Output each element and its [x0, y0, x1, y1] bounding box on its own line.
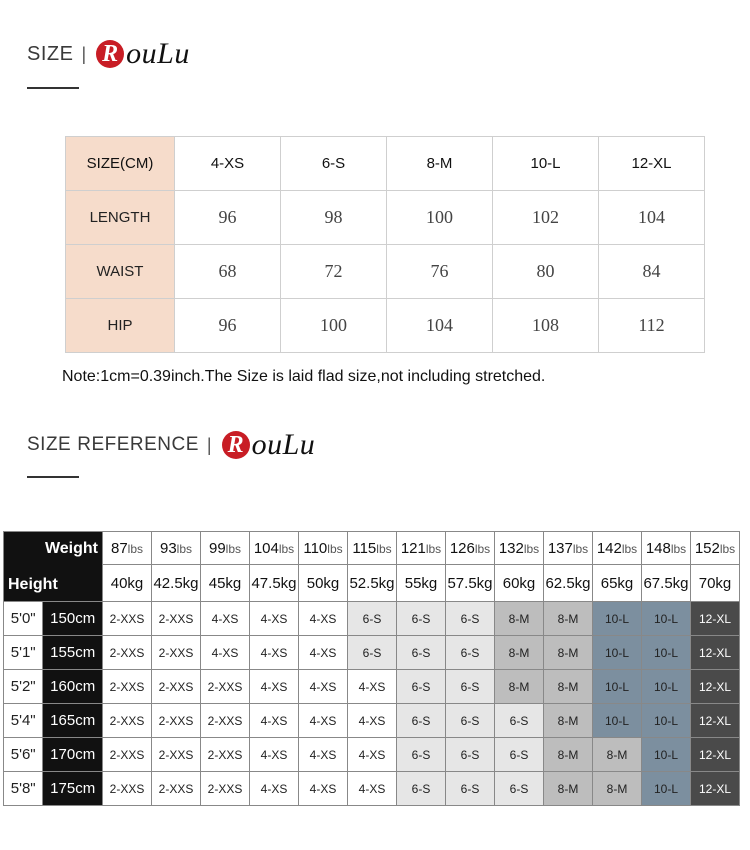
recommended-size-cell: 2-XXS: [103, 772, 152, 806]
recommended-size-cell: 2-XXS: [152, 738, 201, 772]
recommended-size-cell: 12-XL: [691, 602, 740, 636]
recommended-size-cell: 12-XL: [691, 738, 740, 772]
recommended-size-cell: 2-XXS: [152, 602, 201, 636]
recommended-size-cell: 2-XXS: [152, 772, 201, 806]
recommended-size-cell: 12-XL: [691, 670, 740, 704]
measure-label: LENGTH: [66, 191, 175, 245]
lbs-value: 126: [449, 539, 475, 557]
lbs-value: 110: [303, 539, 328, 557]
lbs-unit: lbs: [621, 541, 638, 556]
recommended-size-cell: 6-S: [397, 772, 446, 806]
measure-value: 68: [175, 245, 281, 299]
lbs-value: 137: [547, 539, 573, 557]
weight-kg-cell: 55kg: [397, 565, 446, 602]
height-cm: 165cm: [43, 704, 103, 738]
lbs-unit: lbs: [523, 541, 540, 556]
measure-value: 100: [387, 191, 493, 245]
weight-kg-cell: 67.5kg: [642, 565, 691, 602]
measure-value: 112: [599, 299, 705, 353]
size-table: [65, 136, 705, 353]
size-reference-header: [27, 428, 315, 462]
recommended-size-cell: 2-XXS: [201, 738, 250, 772]
recommended-size-cell: 6-S: [348, 636, 397, 670]
recommended-size-cell: 8-M: [495, 670, 544, 704]
height-feet: 5'0": [4, 602, 43, 636]
lbs-value: 142: [596, 539, 622, 557]
recommended-size-cell: 2-XXS: [103, 602, 152, 636]
recommended-size-cell: 12-XL: [691, 704, 740, 738]
height-row: [4, 704, 740, 738]
recommended-size-cell: 2-XXS: [152, 636, 201, 670]
weight-lbs-cell: [495, 532, 544, 565]
height-row: [4, 636, 740, 670]
size-cm-header: SIZE(CM): [66, 137, 175, 191]
weight-lbs-cell: [250, 532, 299, 565]
weight-kg-cell: 62.5kg: [544, 565, 593, 602]
recommended-size-cell: 4-XS: [201, 636, 250, 670]
weight-kg-cell: 65kg: [593, 565, 642, 602]
size-header-cell: 12-XL: [599, 137, 705, 191]
height-cm: 175cm: [43, 772, 103, 806]
measure-value: 108: [493, 299, 599, 353]
size-section-header: [27, 37, 190, 71]
heading-underline: [27, 87, 79, 89]
measure-value: 96: [175, 299, 281, 353]
measure-label: HIP: [66, 299, 175, 353]
lbs-unit: lbs: [670, 541, 687, 556]
lbs-unit: lbs: [425, 541, 442, 556]
lbs-unit: lbs: [278, 541, 295, 556]
measure-value: 72: [281, 245, 387, 299]
recommended-size-cell: 8-M: [544, 670, 593, 704]
recommended-size-cell: 8-M: [593, 772, 642, 806]
height-feet: 5'8": [4, 772, 43, 806]
lbs-value: 104: [253, 539, 279, 557]
height-row: [4, 670, 740, 704]
measure-value: 76: [387, 245, 493, 299]
size-header-cell: 4-XS: [175, 137, 281, 191]
size-table-row: [66, 299, 705, 353]
recommended-size-cell: 10-L: [593, 704, 642, 738]
recommended-size-cell: 4-XS: [299, 704, 348, 738]
size-table-row: [66, 191, 705, 245]
recommended-size-cell: 4-XS: [348, 670, 397, 704]
lbs-value: 148: [645, 539, 671, 557]
height-cm: 155cm: [43, 636, 103, 670]
height-row: [4, 772, 740, 806]
measure-value: 84: [599, 245, 705, 299]
measure-value: 104: [387, 299, 493, 353]
recommended-size-cell: 6-S: [397, 704, 446, 738]
logo-initial: R: [96, 40, 124, 68]
recommended-size-cell: 10-L: [593, 670, 642, 704]
height-feet: 5'4": [4, 704, 43, 738]
recommended-size-cell: 2-XXS: [152, 670, 201, 704]
weight-lbs-cell: [544, 532, 593, 565]
weight-lbs-cell: [299, 532, 348, 565]
recommended-size-cell: 12-XL: [691, 772, 740, 806]
recommended-size-cell: 6-S: [495, 772, 544, 806]
lbs-unit: lbs: [327, 541, 343, 556]
recommended-size-cell: 6-S: [446, 772, 495, 806]
recommended-size-cell: 2-XXS: [103, 738, 152, 772]
lbs-value: 115: [352, 539, 377, 557]
recommended-size-cell: 12-XL: [691, 636, 740, 670]
recommended-size-cell: 6-S: [446, 670, 495, 704]
recommended-size-cell: 4-XS: [250, 670, 299, 704]
size-note: Note:1cm=0.39inch.The Size is laid flad size,not including stretched.: [62, 368, 546, 385]
weight-label: Weight: [44, 540, 98, 557]
measure-value: 102: [493, 191, 599, 245]
measure-value: 104: [599, 191, 705, 245]
logo-initial: R: [222, 431, 250, 459]
height-feet: 5'1": [4, 636, 43, 670]
recommended-size-cell: 6-S: [446, 738, 495, 772]
weight-height-corner: [4, 532, 103, 602]
weight-kg-cell: 50kg: [299, 565, 348, 602]
recommended-size-cell: 2-XXS: [201, 704, 250, 738]
recommended-size-cell: 4-XS: [299, 738, 348, 772]
size-table-row: [66, 245, 705, 299]
weight-kg-cell: 52.5kg: [348, 565, 397, 602]
recommended-size-cell: 2-XXS: [201, 772, 250, 806]
recommended-size-cell: 4-XS: [250, 704, 299, 738]
recommended-size-cell: 4-XS: [348, 738, 397, 772]
recommended-size-cell: 2-XXS: [152, 704, 201, 738]
recommended-size-cell: 10-L: [642, 738, 691, 772]
size-table-header-row: [66, 137, 705, 191]
recommended-size-cell: 10-L: [642, 772, 691, 806]
size-reference-word-size: SIZE: [27, 434, 72, 455]
lbs-unit: lbs: [474, 541, 491, 556]
weight-lbs-cell: [691, 532, 740, 565]
measure-value: 98: [281, 191, 387, 245]
lbs-value: 87: [110, 539, 128, 557]
recommended-size-cell: 8-M: [544, 772, 593, 806]
height-feet: 5'6": [4, 738, 43, 772]
recommended-size-cell: 4-XS: [348, 772, 397, 806]
recommended-size-cell: 2-XXS: [103, 636, 152, 670]
recommended-size-cell: 6-S: [446, 704, 495, 738]
lbs-value: 93: [159, 539, 177, 557]
weight-lbs-cell: [103, 532, 152, 565]
size-header-cell: 10-L: [493, 137, 599, 191]
heading-separator: |: [206, 434, 212, 455]
weight-lbs-cell: [201, 532, 250, 565]
recommended-size-cell: 4-XS: [299, 670, 348, 704]
height-cm: 160cm: [43, 670, 103, 704]
lbs-unit: lbs: [572, 541, 589, 556]
recommended-size-cell: 4-XS: [348, 704, 397, 738]
recommended-size-cell: 4-XS: [299, 636, 348, 670]
weight-kg-cell: 40kg: [103, 565, 152, 602]
recommended-size-cell: 8-M: [544, 704, 593, 738]
height-feet: 5'2": [4, 670, 43, 704]
recommended-size-cell: 10-L: [593, 602, 642, 636]
recommended-size-cell: 6-S: [446, 602, 495, 636]
lbs-unit: lbs: [719, 541, 736, 556]
lbs-unit: lbs: [376, 541, 392, 556]
recommended-size-cell: 4-XS: [250, 636, 299, 670]
measure-label: WAIST: [66, 245, 175, 299]
recommended-size-cell: 8-M: [544, 636, 593, 670]
recommended-size-cell: 6-S: [397, 602, 446, 636]
recommended-size-cell: 6-S: [495, 738, 544, 772]
lbs-unit: lbs: [127, 541, 144, 556]
recommended-size-cell: 6-S: [495, 704, 544, 738]
recommended-size-cell: 8-M: [495, 636, 544, 670]
recommended-size-cell: 8-M: [544, 738, 593, 772]
weight-lbs-cell: [642, 532, 691, 565]
recommended-size-cell: 10-L: [593, 636, 642, 670]
lbs-value: 132: [498, 539, 524, 557]
measure-value: 80: [493, 245, 599, 299]
size-heading: SIZE: [27, 42, 74, 65]
recommended-size-cell: 8-M: [495, 602, 544, 636]
weight-lbs-cell: [397, 532, 446, 565]
weight-lbs-cell: [152, 532, 201, 565]
recommended-size-cell: 10-L: [642, 670, 691, 704]
height-cm: 150cm: [43, 602, 103, 636]
height-cm: 170cm: [43, 738, 103, 772]
weight-kg-cell: 47.5kg: [250, 565, 299, 602]
height-row: [4, 602, 740, 636]
recommended-size-cell: 4-XS: [250, 738, 299, 772]
weight-kg-cell: 42.5kg: [152, 565, 201, 602]
lbs-unit: lbs: [225, 541, 242, 556]
weight-kg-row: [4, 565, 740, 602]
weight-kg-cell: 70kg: [691, 565, 740, 602]
recommended-size-cell: 6-S: [348, 602, 397, 636]
roulu-logo: [222, 428, 316, 462]
height-row: [4, 738, 740, 772]
recommended-size-cell: 2-XXS: [103, 704, 152, 738]
heading-underline: [27, 476, 79, 478]
weight-lbs-cell: [446, 532, 495, 565]
recommended-size-cell: 2-XXS: [201, 670, 250, 704]
lbs-unit: lbs: [176, 541, 193, 556]
lbs-value: 121: [400, 539, 426, 557]
recommended-size-cell: 4-XS: [201, 602, 250, 636]
size-reference-table: [3, 531, 740, 806]
lbs-value: 152: [694, 539, 720, 557]
recommended-size-cell: 8-M: [593, 738, 642, 772]
logo-text: ouLu: [126, 37, 190, 70]
recommended-size-cell: 4-XS: [250, 602, 299, 636]
logo-text: ouLu: [251, 428, 316, 461]
recommended-size-cell: 2-XXS: [103, 670, 152, 704]
weight-kg-cell: 45kg: [201, 565, 250, 602]
measure-value: 100: [281, 299, 387, 353]
height-label: Height: [8, 576, 58, 593]
weight-lbs-cell: [348, 532, 397, 565]
recommended-size-cell: 6-S: [397, 636, 446, 670]
lbs-value: 99: [208, 539, 226, 557]
recommended-size-cell: 10-L: [642, 602, 691, 636]
recommended-size-cell: 10-L: [642, 636, 691, 670]
weight-kg-cell: 57.5kg: [446, 565, 495, 602]
size-header-cell: 6-S: [281, 137, 387, 191]
size-reference-word-reference: REFERENCE: [77, 434, 199, 455]
recommended-size-cell: 10-L: [642, 704, 691, 738]
measure-value: 96: [175, 191, 281, 245]
recommended-size-cell: 4-XS: [299, 772, 348, 806]
recommended-size-cell: 4-XS: [299, 602, 348, 636]
recommended-size-cell: 8-M: [544, 602, 593, 636]
weight-lbs-cell: [593, 532, 642, 565]
recommended-size-cell: 4-XS: [250, 772, 299, 806]
roulu-logo: [96, 37, 190, 71]
size-header-cell: 8-M: [387, 137, 493, 191]
recommended-size-cell: 6-S: [397, 670, 446, 704]
heading-separator: |: [81, 43, 87, 64]
recommended-size-cell: 6-S: [397, 738, 446, 772]
weight-kg-cell: 60kg: [495, 565, 544, 602]
recommended-size-cell: 6-S: [446, 636, 495, 670]
weight-lbs-row: [4, 532, 740, 565]
